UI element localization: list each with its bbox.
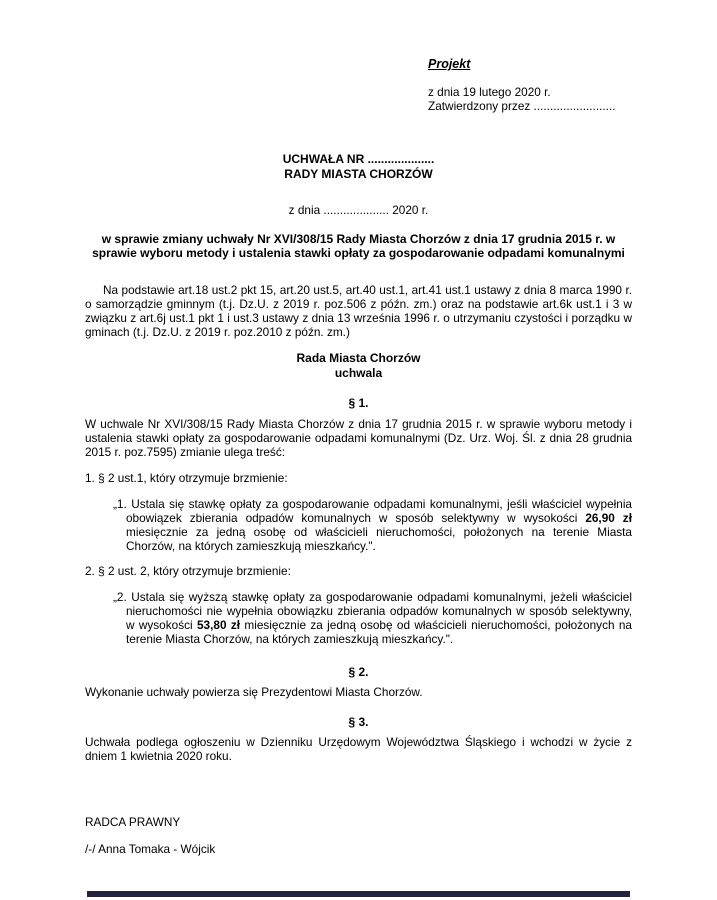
resolution-subject: w sprawie zmiany uchwały Nr XVI/308/15 Rady Miasta Chorzów z dnia 17 grudnia 2015 r. w sprawie wyboru metody i ustalenia stawki opłaty za gospodarowanie odpadami komunalnymi (92, 232, 625, 260)
section-1-heading: § 1. (348, 395, 369, 410)
legal-basis: Na podstawie art.18 ust.2 pkt 15, art.20 ust.5, art.40 ust.1, art.41 ust.1 ustawy z dnia 8 marca 1990 r. o samorządzie gminnym (t.j. Dz.U. z 2019 r. poz.506 z późn. zm.) oraz na podstawie art.6k ust.1 i 3 w związku z art.6j ust.1 pkt 1 i ust.3 ustawy z dnia 13 września 1996 r. o utrzymaniu czystości i porządku w gminach (t.j. Dz.U. z 2019 r. poz.2010 z późn. zm.) (85, 283, 632, 339)
fee-amount-non-selective: 53,80 zł (196, 618, 241, 633)
fee-amount-selective: 26,90 zł (585, 510, 632, 525)
enacting-council: Rada Miasta Chorzów (296, 350, 421, 365)
section-1-intro: W uchwale Nr XVI/308/15 Rady Miasta Chorzów z dnia 17 grudnia 2015 r. w sprawie wyboru metody i ustalenia stawki opłaty za gospodarowanie odpadami komunalnymi (Dz. Urz. Woj. Śl. z dnia 28 grudnia 2015 r. poz.7595) zmianie ulega treść: (85, 416, 632, 459)
amendment-item-1-label: 1. § 2 ust.1, który otrzymuje brzmienie: (85, 470, 288, 485)
provision-2-text-after: miesięcznie za jedną osobę od właścicieli nieruchomości, położonych na terenie Miasta Chorzów, na których zamieszkują mieszkańcy.". (126, 618, 632, 647)
resolution-title (85, 152, 632, 182)
draft-date: z dnia 19 lutego 2020 r. (428, 85, 551, 99)
footer-bar (87, 891, 630, 897)
signature-role: RADCA PRAWNY (85, 815, 181, 830)
signature-name: /-/ Anna Tomaka - Wójcik (85, 842, 216, 857)
enacting-formula (85, 351, 632, 381)
draft-header-block (428, 57, 632, 113)
section-3-heading: § 3. (348, 715, 369, 730)
project-label: Projekt (428, 57, 471, 71)
council-name: RADY MIASTA CHORZÓW (284, 167, 433, 181)
enacting-verb: uchwala (334, 365, 383, 380)
section-3-body: Uchwała podlega ogłoszeniu w Dzienniku Urzędowym Województwa Śląskiego i wchodzi w życie z dniem 1 kwietnia 2020 roku. (85, 735, 632, 764)
quoted-provision-1 (113, 496, 632, 553)
resolution-number: UCHWAŁA NR .................... (282, 152, 435, 166)
approved-by-line: Zatwierdzony przez ......................... (428, 99, 616, 113)
provision-2-text-before: „2. Ustala się wyższą stawkę opłaty za gospodarowanie odpadami komunalnymi, jeżeli właściciel nieruchomości nie wypełnia obowiązku zbierania odpadów komunalnych w sposób selektywny, w wysokości (113, 590, 632, 633)
quoted-provision-2 (113, 590, 632, 647)
resolution-date: z dnia .................... 2020 r. (288, 203, 429, 217)
provision-1-text-before: „1. Ustala się stawkę opłaty za gospodarowanie odpadami komunalnymi, jeśli właściciel wypełnia obowiązek zbierania odpadów komunalnych w sposób selektywny w wysokości (113, 496, 632, 525)
section-2-body: Wykonanie uchwały powierza się Prezydentowi Miasta Chorzów. (85, 685, 423, 700)
amendment-item-2-label: 2. § 2 ust. 2, który otrzymuje brzmienie: (85, 564, 291, 579)
provision-1-text-after: miesięcznie za jedną osobę od właścicieli nieruchomości, położonych na terenie Miasta Chorzów, na których zamieszkują mieszkańcy.". (126, 524, 632, 553)
section-2-heading: § 2. (348, 665, 369, 680)
